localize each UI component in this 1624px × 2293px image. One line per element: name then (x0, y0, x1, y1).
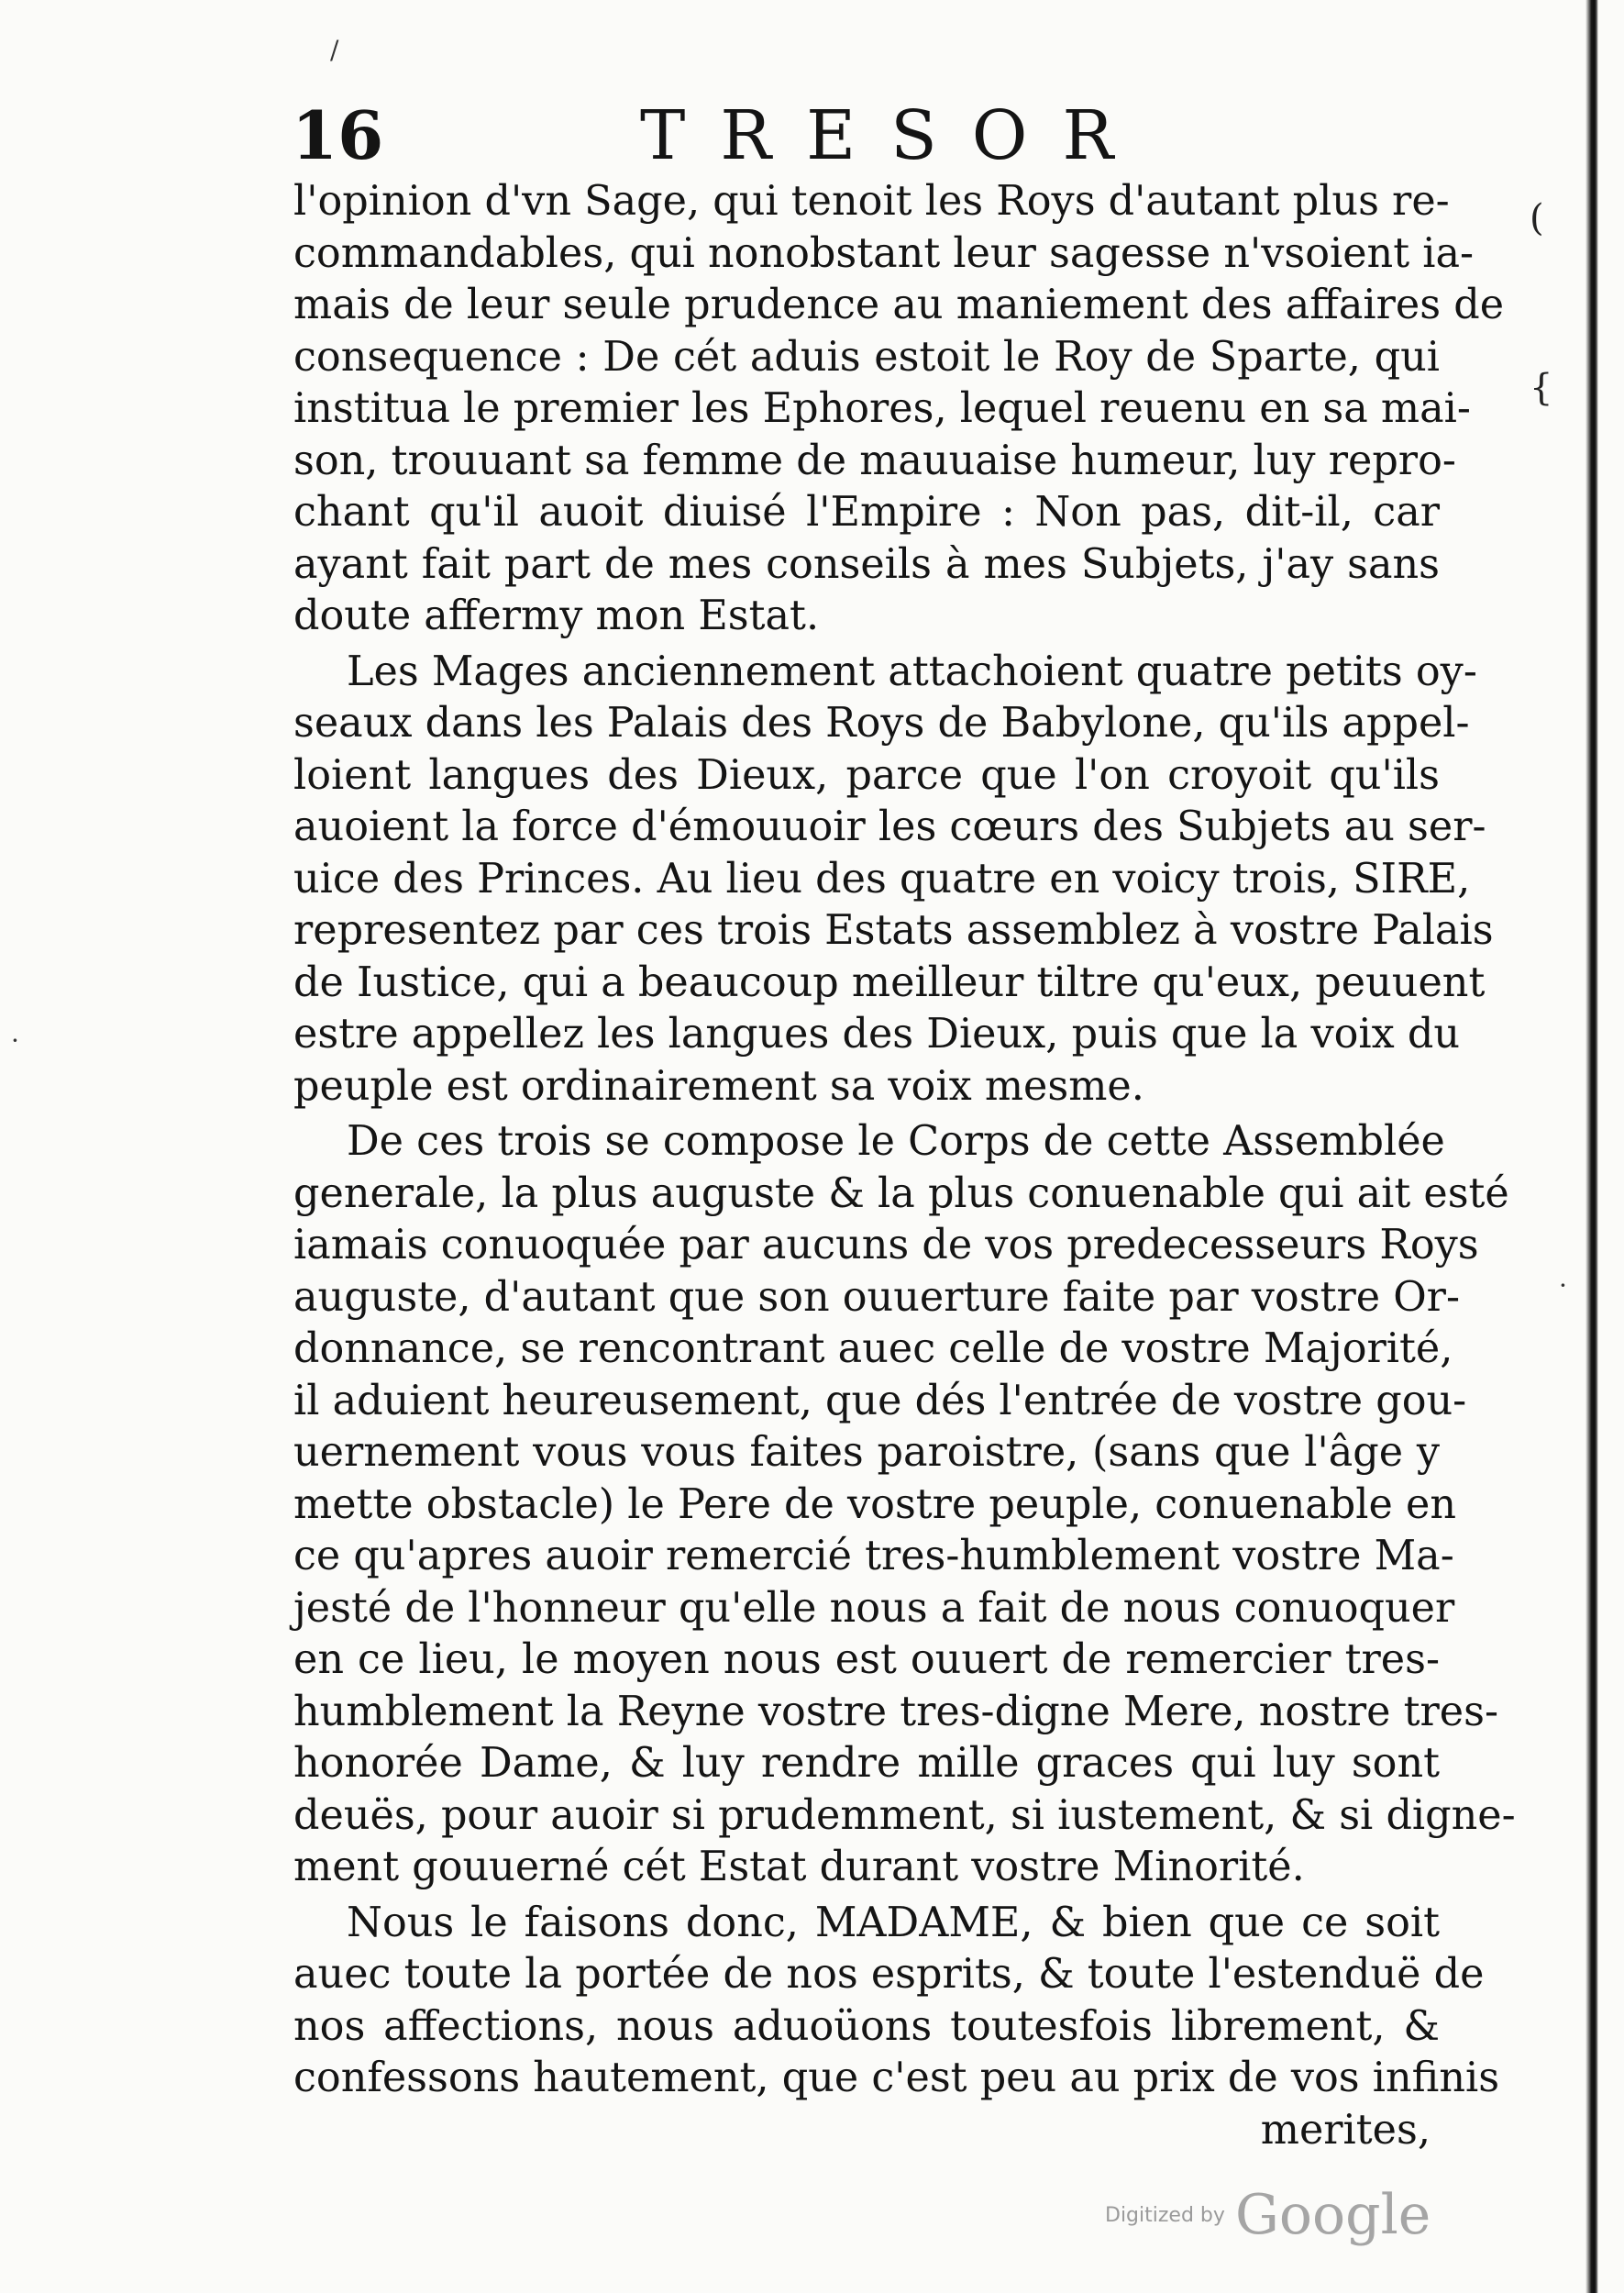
text-line: representez par ces trois Estats assemblez à vostre Palais (293, 907, 1494, 954)
text-line: doute affermy mon Estat. (293, 593, 820, 639)
page-header (292, 96, 1429, 175)
margin-mark: / (330, 35, 339, 65)
text-line: ce qu'apres auoir remercié tres-humblement vostre Ma- (293, 1533, 1454, 1579)
watermark-prefix: Digitized by (1105, 2203, 1225, 2227)
text-line: jesté de l'honneur qu'elle nous a fait de nous conuoquer (293, 1584, 1455, 1632)
text-line: auguste, d'autant que son ouuerture faite par vostre Or- (293, 1273, 1460, 1321)
text-line: nos affections, nous aduoüons toutesfois librement, & (293, 2002, 1440, 2050)
text-line: generale, la plus auguste & la plus conuenable qui ait esté (293, 1169, 1509, 1217)
margin-bracket-mark: ( (1530, 197, 1544, 239)
text-line: Nous le faisons donc, MADAME, & bien que ce soit (347, 1899, 1440, 1946)
text-line: consequence : De cét aduis estoit le Roy de Sparte, qui (293, 333, 1440, 381)
text-line: commandables, qui nonobstant leur sagesse n'vsoient ia- (293, 229, 1475, 277)
text-line: seaux dans les Palais des Roys de Babylone, qu'ils appel- (293, 700, 1470, 747)
text-line: humblement la Reyne vostre tres-digne Mere, nostre tres- (293, 1688, 1499, 1735)
text-line: iamais conuoquée par aucuns de vos predecesseurs Roys (293, 1222, 1479, 1268)
catchword: merites, (1260, 2106, 1431, 2154)
text-line: auoient la force d'émouuoir les cœurs des Subjets au ser- (293, 803, 1486, 850)
text-line: ayant fait part de mes conseils à mes Subjets, j'ay sans (293, 540, 1440, 588)
text-line: deuës, pour auoir si prudemment, si iustement, & si digne- (293, 1791, 1516, 1839)
text-line: l'opinion d'vn Sage, qui tenoit les Roys d'autant plus re- (293, 178, 1450, 225)
text-line: mette obstacle) le Pere de vostre peuple, conuenable en (293, 1480, 1456, 1528)
text-line: honorée Dame, & luy rendre mille graces qui luy sont (293, 1740, 1440, 1787)
text-line: uernement vous vous faites paroistre, (sans que l'âge y (293, 1429, 1440, 1476)
running-head: TRESOR (640, 96, 1149, 175)
page-edge-shadow (1585, 0, 1598, 2293)
text-line: auec toute la portée de nos esprits, & toute l'estenduë de (293, 1951, 1485, 1998)
text-line: confessons hautement, que c'est peu au prix de vos infinis (293, 2055, 1500, 2101)
text-line: Les Mages anciennement attachoient quatre petits oy- (347, 648, 1477, 695)
text-line: de Iustice, qui a beaucoup meilleur tiltre qu'eux, peuuent (293, 958, 1486, 1006)
text-line: ment gouuerné cét Estat durant vostre Minorité. (293, 1844, 1305, 1890)
text-line: estre appellez les langues des Dieux, puis que la voix du (293, 1011, 1461, 1058)
margin-bracket-mark: { (1530, 367, 1553, 409)
margin-mark: · (1559, 1270, 1567, 1301)
text-line: donnance, se rencontrant auec celle de vostre Majorité, (293, 1325, 1453, 1372)
text-line: il aduient heureusement, que dés l'entrée de vostre gou- (293, 1377, 1467, 1424)
text-line: De ces trois se compose le Corps de cette Assemblée (347, 1118, 1445, 1165)
text-line: son, trouuant sa femme de mauuaise humeur, luy repro- (293, 437, 1456, 484)
text-line: loient langues des Dieux, parce que l'on croyoit qu'ils (293, 751, 1440, 799)
text-line: peuple est ordinairement sa voix mesme. (293, 1062, 1144, 1110)
text-line: chant qu'il auoit diuisé l'Empire : Non pas, dit-il, car (293, 489, 1440, 536)
text-line: mais de leur seule prudence au maniement des affaires de (293, 282, 1505, 328)
page-number: 16 (292, 96, 384, 174)
text-line: en ce lieu, le moyen nous est ouuert de remercier tres- (293, 1636, 1440, 1683)
margin-mark: · (11, 1025, 19, 1056)
google-logo: Google (1235, 2183, 1431, 2247)
body-text (293, 176, 1516, 2156)
text-line: uice des Princes. Au lieu des quatre en voicy trois, SIRE, (293, 855, 1471, 903)
digitization-watermark (1105, 2183, 1431, 2247)
text-line: institua le premier les Ephores, lequel reuenu en sa mai- (293, 385, 1471, 432)
